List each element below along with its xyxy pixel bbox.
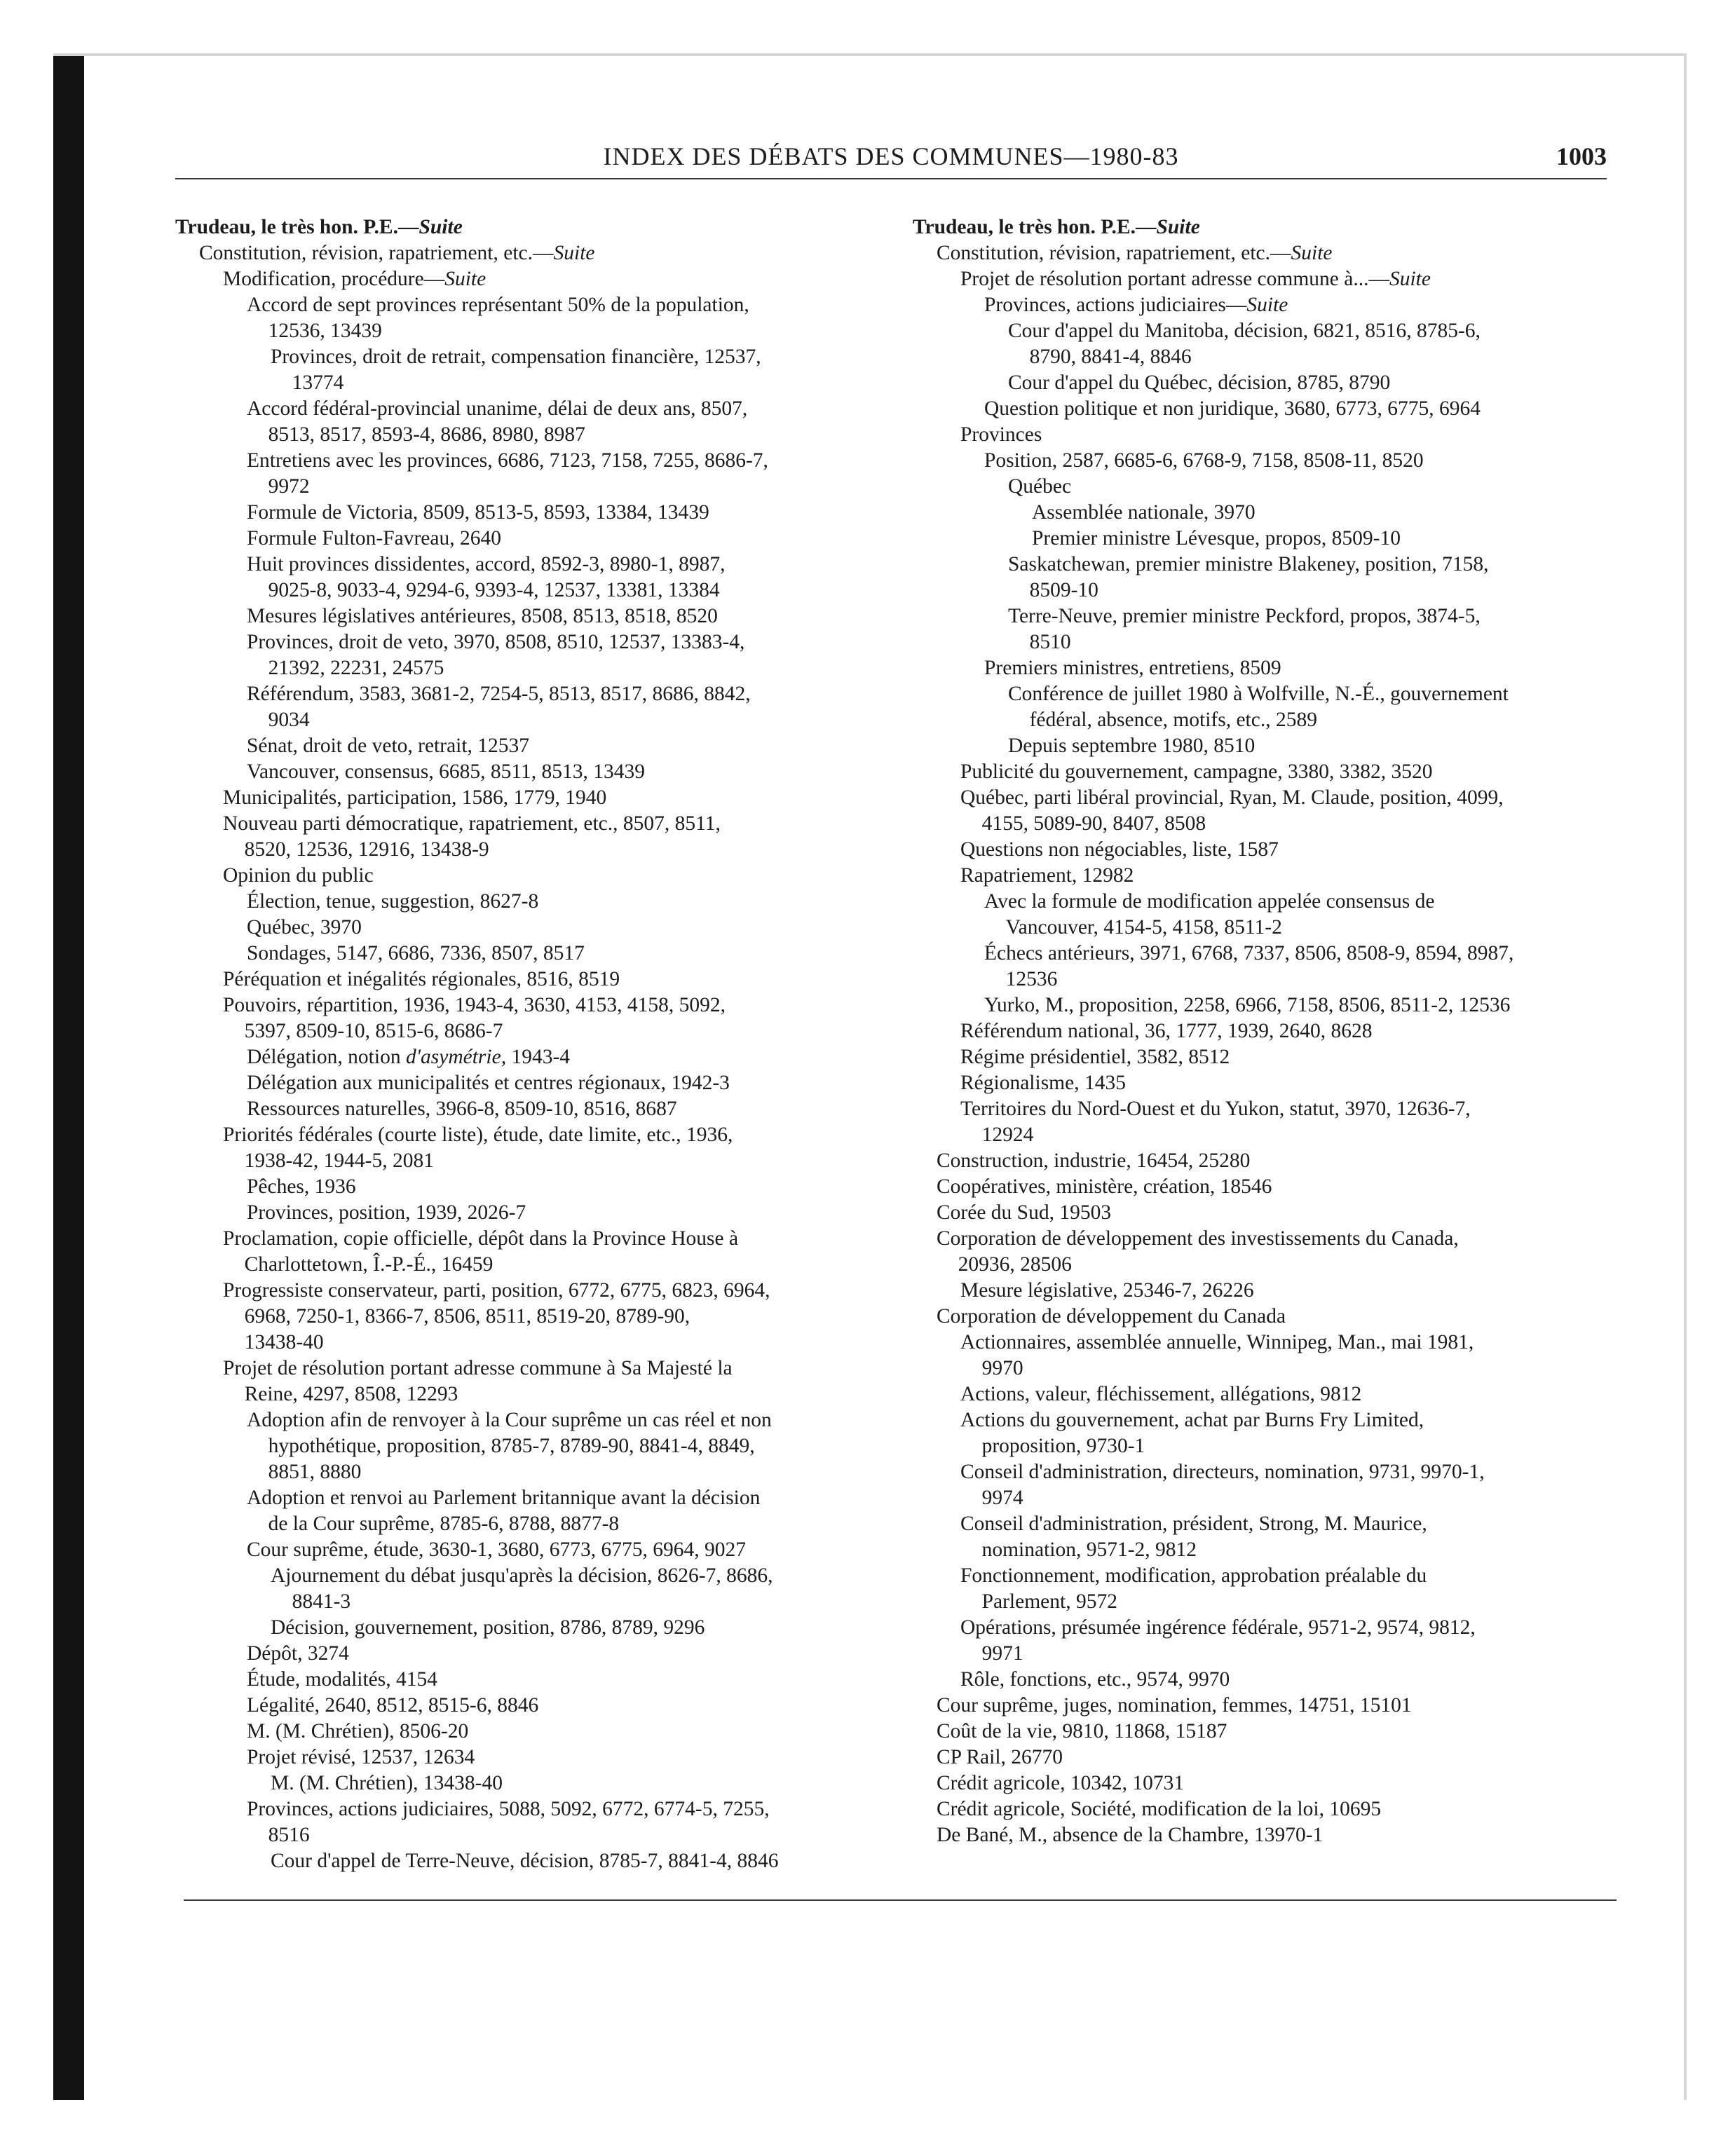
- index-entry: [175, 603, 904, 629]
- index-entry-text: Entretiens avec les provinces, 6686, 7123, 7158, 7255, 8686-7,: [247, 449, 768, 472]
- index-entry: [175, 1693, 904, 1719]
- index-entry: [175, 1407, 904, 1433]
- index-entry-text: 8790, 8841-4, 8846: [1029, 346, 1192, 368]
- index-entry-text: Depuis septembre 1980, 8510: [1008, 735, 1256, 757]
- index-entry: [175, 1822, 904, 1848]
- index-entry: [913, 941, 1621, 967]
- index-entry-text: Québec, 3970: [247, 916, 362, 939]
- index-entry-text: M. (M. Chrétien), 13438-40: [271, 1772, 503, 1794]
- index-entry-text: Saskatchewan, premier ministre Blakeney, position, 7158,: [1008, 553, 1489, 575]
- index-entry: [175, 1537, 904, 1563]
- index-entry-text: Ressources naturelles, 3966-8, 8509-10, 8516, 8687: [247, 1098, 677, 1120]
- index-entry-text: Péréquation et inégalités régionales, 8516, 8519: [223, 968, 620, 990]
- index-entry: [175, 448, 904, 474]
- index-entry-text: Actions du gouvernement, achat par Burns Fry Limited,: [960, 1409, 1424, 1431]
- index-entry-text: Terre-Neuve, premier ministre Peckford, propos, 3874-5,: [1008, 605, 1481, 627]
- index-entry: [175, 500, 904, 526]
- index-entry: [175, 370, 904, 396]
- index-entry-text: Coopératives, ministère, création, 18546: [937, 1175, 1272, 1198]
- index-entry-text: 8851, 8880: [268, 1461, 362, 1483]
- index-entry-text: Huit provinces dissidentes, accord, 8592-3, 8980-1, 8987,: [247, 553, 726, 575]
- index-entry: [175, 1770, 904, 1796]
- index-entry: [913, 733, 1621, 759]
- index-entry: [175, 292, 904, 318]
- index-entry: [913, 344, 1621, 370]
- index-entry-text: Cour suprême, étude, 3630-1, 3680, 6773, 6775, 6964, 9027: [247, 1538, 747, 1561]
- index-entry: [913, 1563, 1621, 1589]
- index-entry-text: Municipalités, participation, 1586, 1779, 1940: [223, 786, 607, 809]
- index-entry: [913, 396, 1621, 422]
- header-rule: [175, 178, 1607, 179]
- index-entry: [175, 1304, 904, 1330]
- index-entry: [913, 292, 1621, 318]
- index-entry-text: Projet de résolution portant adresse commune à Sa Majesté la: [223, 1357, 733, 1379]
- index-entry: [913, 1226, 1621, 1252]
- index-entry-text: 9034: [268, 709, 310, 731]
- index-entry-text: Premiers ministres, entretiens, 8509: [984, 657, 1281, 679]
- suite-marker: Suite: [1156, 216, 1200, 238]
- index-entry: [175, 552, 904, 578]
- index-entry-text: hypothétique, proposition, 8785-7, 8789-90, 8841-4, 8849,: [268, 1435, 755, 1457]
- index-entry-text: Élection, tenue, suggestion, 8627-8: [247, 890, 539, 913]
- index-entry: [175, 785, 904, 811]
- index-entry: [913, 759, 1621, 785]
- index-entry: [913, 837, 1621, 863]
- index-entry-text: Cour d'appel du Manitoba, décision, 6821, 8516, 8785-6,: [1008, 320, 1481, 342]
- index-entry: [175, 344, 904, 370]
- index-entry-text: 12536, 13439: [268, 320, 382, 342]
- suite-marker: Suite: [553, 242, 595, 264]
- index-entry: [913, 1096, 1621, 1122]
- index-entry-text: Crédit agricole, 10342, 10731: [937, 1772, 1185, 1794]
- index-entry-text: Conférence de juillet 1980 à Wolfville, N.-É., gouvernement: [1008, 683, 1509, 705]
- index-entry: [913, 1796, 1621, 1822]
- page-number: 1003: [1556, 142, 1607, 170]
- index-entry: [913, 863, 1621, 889]
- index-entry-text: 21392, 22231, 24575: [268, 657, 444, 679]
- index-entry: [913, 1537, 1621, 1563]
- suite-marker: Suite: [1246, 294, 1288, 316]
- index-entry-text: 9972: [268, 475, 310, 498]
- index-entry-text: Mesure législative, 25346-7, 26226: [960, 1279, 1254, 1302]
- index-entry-text: Corporation de développement du Canada: [937, 1305, 1286, 1328]
- index-entry-text: 12924: [981, 1124, 1034, 1146]
- index-entry: [913, 578, 1621, 603]
- index-entry-text: Conseil d'administration, directeurs, nomination, 9731, 9970-1,: [960, 1461, 1485, 1483]
- index-entry-text: 4155, 5089-90, 8407, 8508: [981, 812, 1206, 835]
- suite-marker: Suite: [1389, 268, 1431, 290]
- index-entry: [913, 1381, 1621, 1407]
- index-entry: [913, 785, 1621, 811]
- index-column-right: [913, 214, 1621, 1848]
- footer-rule: [184, 1899, 1617, 1901]
- index-entry: [913, 474, 1621, 500]
- index-entry: [175, 1433, 904, 1459]
- index-entry-text: Rapatriement, 12982: [960, 864, 1134, 887]
- index-entry: [913, 214, 1621, 240]
- index-entry-text: Questions non négociables, liste, 1587: [960, 838, 1279, 861]
- index-entry-text: Parlement, 9572: [981, 1590, 1117, 1613]
- index-entry: [175, 1848, 904, 1874]
- index-entry-italic: d'asymétrie,: [405, 1046, 507, 1068]
- scan-border-right: [1684, 53, 1687, 2100]
- index-entry: [913, 629, 1621, 655]
- index-entry: [913, 422, 1621, 448]
- index-entry-text: Construction, industrie, 16454, 25280: [937, 1149, 1251, 1172]
- index-entry: [913, 448, 1621, 474]
- index-entry: [913, 1407, 1621, 1433]
- index-entry-text: De Bané, M., absence de la Chambre, 13970-1: [937, 1824, 1324, 1846]
- index-entry-text: Corée du Sud, 19503: [937, 1201, 1112, 1224]
- index-entry-text: Trudeau, le très hon. P.E.—: [913, 216, 1157, 238]
- index-entry-text: 8841-3: [292, 1590, 351, 1613]
- index-entry: [175, 759, 904, 785]
- index-entry: [175, 1667, 904, 1693]
- index-entry-text: CP Rail, 26770: [937, 1746, 1063, 1768]
- index-entry: [913, 915, 1621, 941]
- index-entry-text: 8509-10: [1029, 579, 1098, 601]
- index-entry: [913, 1589, 1621, 1615]
- index-entry: [175, 1641, 904, 1667]
- index-entry-text: Cour suprême, juges, nomination, femmes, 14751, 15101: [937, 1694, 1412, 1717]
- index-entry: [175, 1278, 904, 1304]
- index-entry-text: Provinces, droit de veto, 3970, 8508, 8510, 12537, 13383-4,: [247, 631, 745, 653]
- index-entry: [913, 1018, 1621, 1044]
- index-entry: [175, 526, 904, 552]
- index-entry: [913, 1356, 1621, 1381]
- page-title: INDEX DES DÉBATS DES COMMUNES—1980-83: [603, 142, 1179, 170]
- index-entry-text: 1938-42, 1944-5, 2081: [244, 1149, 434, 1172]
- index-entry-text: 8516: [268, 1824, 310, 1846]
- index-entry-text: Vancouver, 4154-5, 4158, 8511-2: [1005, 916, 1282, 939]
- index-entry-text: nomination, 9571-2, 9812: [981, 1538, 1197, 1561]
- index-entry-text: proposition, 9730-1: [981, 1435, 1145, 1457]
- index-entry: [175, 889, 904, 915]
- index-entry-text: Provinces, droit de retrait, compensation financière, 12537,: [271, 346, 761, 368]
- index-entry: [175, 1226, 904, 1252]
- index-entry-text: Modification, procédure—: [223, 268, 445, 290]
- index-entry: [175, 1252, 904, 1278]
- index-entry-text: Nouveau parti démocratique, rapatriement, etc., 8507, 8511,: [223, 812, 721, 835]
- index-entry-text: Sénat, droit de veto, retrait, 12537: [247, 735, 530, 757]
- index-entry: [175, 707, 904, 733]
- index-entry: [913, 1044, 1621, 1070]
- index-entry: [913, 603, 1621, 629]
- index-entry-text: Régime présidentiel, 3582, 8512: [960, 1046, 1230, 1068]
- index-entry-text: de la Cour suprême, 8785-6, 8788, 8877-8: [268, 1513, 620, 1535]
- index-entry-text: Québec, parti libéral provincial, Ryan, M. Claude, position, 4099,: [960, 786, 1504, 809]
- index-entry: [175, 578, 904, 603]
- index-entry-text: Formule de Victoria, 8509, 8513-5, 8593, 13384, 13439: [247, 501, 709, 524]
- index-entry-text: Charlottetown, Î.-P.-É., 16459: [244, 1253, 494, 1276]
- index-entry: [913, 889, 1621, 915]
- suite-marker: Suite: [419, 216, 463, 238]
- index-entry-text: Régionalisme, 1435: [960, 1072, 1126, 1094]
- index-entry-text: Reine, 4297, 8508, 12293: [244, 1383, 458, 1405]
- index-entry-text: Crédit agricole, Société, modification de la loi, 10695: [937, 1798, 1382, 1820]
- index-entry-text: Ajournement du débat jusqu'après la décision, 8626-7, 8686,: [271, 1564, 773, 1587]
- index-entry: [175, 837, 904, 863]
- index-entry-text: Actionnaires, assemblée annuelle, Winnipeg, Man., mai 1981,: [960, 1331, 1474, 1353]
- index-entry-text: Rôle, fonctions, etc., 9574, 9970: [960, 1668, 1230, 1691]
- index-entry-text: 9025-8, 9033-4, 9294-6, 9393-4, 12537, 13381, 13384: [268, 579, 720, 601]
- index-entry-text: Question politique et non juridique, 3680, 6773, 6775, 6964: [984, 397, 1481, 420]
- index-entry-text: Provinces, actions judiciaires, 5088, 5092, 6772, 6774-5, 7255,: [247, 1798, 770, 1820]
- index-entry-text: 13438-40: [244, 1331, 324, 1353]
- index-entry-text: Proclamation, copie officielle, dépôt dans la Province House à: [223, 1227, 739, 1250]
- index-entry-text: Fonctionnement, modification, approbation préalable du: [960, 1564, 1427, 1587]
- index-entry-text: 8520, 12536, 12916, 13438-9: [244, 838, 489, 861]
- index-entry: [175, 214, 904, 240]
- index-entry: [175, 941, 904, 967]
- index-entry: [175, 1563, 904, 1589]
- index-entry: [175, 1511, 904, 1537]
- index-entry-text: Opinion du public: [223, 864, 374, 887]
- index-entry-text: Mesures législatives antérieures, 8508, 8513, 8518, 8520: [247, 605, 718, 627]
- index-entry: [913, 370, 1621, 396]
- index-entry-text: Accord de sept provinces représentant 50% de la population,: [247, 294, 749, 316]
- index-entry: [913, 1485, 1621, 1511]
- index-entry: [175, 1122, 904, 1148]
- index-entry-text: Trudeau, le très hon. P.E.—: [175, 216, 419, 238]
- index-entry: [913, 1252, 1621, 1278]
- index-entry: [175, 655, 904, 681]
- suite-marker: Suite: [1291, 242, 1333, 264]
- index-column-left: [175, 214, 904, 1874]
- index-entry-text: Publicité du gouvernement, campagne, 3380, 3382, 3520: [960, 760, 1433, 783]
- index-entry: [913, 552, 1621, 578]
- index-entry: [175, 1096, 904, 1122]
- index-entry: [913, 318, 1621, 344]
- index-entry-text: 9974: [981, 1487, 1023, 1509]
- index-entry-text: 9970: [981, 1357, 1023, 1379]
- suite-marker: Suite: [444, 268, 487, 290]
- index-entry-text: 13774: [292, 371, 344, 394]
- index-entry: [913, 1667, 1621, 1693]
- index-entry: [913, 266, 1621, 292]
- index-entry: [913, 1459, 1621, 1485]
- index-entry-text: Dépôt, 3274: [247, 1642, 349, 1665]
- index-entry: [175, 992, 904, 1018]
- index-entry: [175, 474, 904, 500]
- index-entry: [913, 967, 1621, 992]
- index-entry-text: Provinces: [960, 423, 1042, 446]
- index-entry: [175, 318, 904, 344]
- index-entry-text: Position, 2587, 6685-6, 6768-9, 7158, 8508-11, 8520: [984, 449, 1424, 472]
- index-entry: [175, 629, 904, 655]
- index-entry-text: Sondages, 5147, 6686, 7336, 8507, 8517: [247, 942, 585, 964]
- index-entry-text: fédéral, absence, motifs, etc., 2589: [1029, 709, 1317, 731]
- running-head: [175, 139, 1607, 174]
- index-entry: [913, 1511, 1621, 1537]
- index-entry-text: Constitution, révision, rapatriement, etc.—: [199, 242, 554, 264]
- index-entry-text: Québec: [1008, 475, 1072, 498]
- index-entry: [913, 1304, 1621, 1330]
- index-entry-text: Actions, valeur, fléchissement, allégations, 9812: [960, 1383, 1362, 1405]
- index-entry: [175, 1615, 904, 1641]
- index-entry-text: Assemblée nationale, 3970: [1032, 501, 1256, 524]
- index-entry: [175, 1719, 904, 1745]
- index-entry-text: Délégation aux municipalités et centres régionaux, 1942-3: [247, 1072, 730, 1094]
- index-entry: [913, 1174, 1621, 1200]
- index-entry: [175, 1745, 904, 1770]
- index-entry: [913, 526, 1621, 552]
- index-entry: [913, 1693, 1621, 1719]
- index-entry-text: 9971: [981, 1642, 1023, 1665]
- index-entry-text: 8510: [1029, 631, 1071, 653]
- index-entry: [913, 1278, 1621, 1304]
- index-entry: [175, 1356, 904, 1381]
- index-entry: [175, 1070, 904, 1096]
- index-entry-text: Référendum, 3583, 3681-2, 7254-5, 8513, 8517, 8686, 8842,: [247, 683, 751, 705]
- index-entry: [913, 1615, 1621, 1641]
- index-entry: [913, 1433, 1621, 1459]
- index-entry-text: Provinces, actions judiciaires—: [984, 294, 1247, 316]
- index-entry-text: Formule Fulton-Favreau, 2640: [247, 527, 501, 550]
- index-entry: [913, 1719, 1621, 1745]
- scan-border-left: [53, 53, 84, 2100]
- index-entry-text: Adoption afin de renvoyer à la Cour suprême un cas réel et non: [247, 1409, 772, 1431]
- index-entry: [913, 1770, 1621, 1796]
- index-entry-text: 8513, 8517, 8593-4, 8686, 8980, 8987: [268, 423, 585, 446]
- index-entry: [175, 1485, 904, 1511]
- index-entry-text: Vancouver, consensus, 6685, 8511, 8513, 13439: [247, 760, 645, 783]
- index-entry: [175, 967, 904, 992]
- index-entry: [913, 811, 1621, 837]
- index-entry-text: Accord fédéral-provincial unanime, délai de deux ans, 8507,: [247, 397, 748, 420]
- index-entry-text: M. (M. Chrétien), 8506-20: [247, 1720, 469, 1742]
- index-entry: [913, 681, 1621, 707]
- index-entry: [175, 915, 904, 941]
- index-entry-text: 6968, 7250-1, 8366-7, 8506, 8511, 8519-20, 8789-90,: [244, 1305, 690, 1328]
- index-entry-text: Premier ministre Lévesque, propos, 8509-10: [1032, 527, 1401, 550]
- index-entry-pages: 1943-4: [506, 1046, 571, 1068]
- index-entry-text: Pêches, 1936: [247, 1175, 356, 1198]
- index-entry: [175, 422, 904, 448]
- index-entry-text: Cour d'appel de Terre-Neuve, décision, 8785-7, 8841-4, 8846: [271, 1850, 779, 1872]
- index-entry: [175, 1174, 904, 1200]
- index-entry: [175, 811, 904, 837]
- index-entry-text: Adoption et renvoi au Parlement britannique avant la décision: [247, 1487, 761, 1509]
- index-entry-text: Légalité, 2640, 8512, 8515-6, 8846: [247, 1694, 539, 1717]
- index-entry: [913, 1641, 1621, 1667]
- index-entry: [175, 1459, 904, 1485]
- index-entry-text: Opérations, présumée ingérence fédérale, 9571-2, 9574, 9812,: [960, 1616, 1476, 1639]
- index-entry: [913, 992, 1621, 1018]
- index-entry-text: Coût de la vie, 9810, 11868, 15187: [937, 1720, 1227, 1742]
- index-entry: [913, 1745, 1621, 1770]
- index-entry: [175, 1381, 904, 1407]
- index-entry-text: Provinces, position, 1939, 2026-7: [247, 1201, 526, 1224]
- index-entry-text: Territoires du Nord-Ouest et du Yukon, statut, 3970, 12636-7,: [960, 1098, 1471, 1120]
- index-entry-text: Cour d'appel du Québec, décision, 8785, 8790: [1008, 371, 1391, 394]
- index-entry-text: Décision, gouvernement, position, 8786, 8789, 9296: [271, 1616, 705, 1639]
- index-entry-text: Référendum national, 36, 1777, 1939, 2640, 8628: [960, 1020, 1373, 1042]
- index-entry: [175, 1200, 904, 1226]
- index-entry: [913, 1200, 1621, 1226]
- index-entry: [175, 240, 904, 266]
- index-entry-text: Projet révisé, 12537, 12634: [247, 1746, 475, 1768]
- index-entry: [913, 1822, 1621, 1848]
- index-entry-text: Priorités fédérales (courte liste), étude, date limite, etc., 1936,: [223, 1124, 733, 1146]
- index-entry-text: Yurko, M., proposition, 2258, 6966, 7158, 8506, 8511-2, 12536: [984, 994, 1511, 1016]
- index-entry: [913, 1070, 1621, 1096]
- index-entry-text: Progressiste conservateur, parti, position, 6772, 6775, 6823, 6964,: [223, 1279, 770, 1302]
- index-entry: [913, 707, 1621, 733]
- index-entry: [175, 681, 904, 707]
- index-entry: [175, 1589, 904, 1615]
- index-entry-text: Conseil d'administration, président, Strong, M. Maurice,: [960, 1513, 1427, 1535]
- scan-border-top: [53, 53, 1687, 56]
- index-entry-text: Avec la formule de modification appelée consensus de: [984, 890, 1435, 913]
- index-entry: [913, 1122, 1621, 1148]
- index-entry-text: Corporation de développement des investissements du Canada,: [937, 1227, 1459, 1250]
- index-entry: [913, 1330, 1621, 1356]
- index-entry-text: Pouvoirs, répartition, 1936, 1943-4, 3630, 4153, 4158, 5092,: [223, 994, 726, 1016]
- index-entry: [913, 655, 1621, 681]
- index-entry: [175, 1148, 904, 1174]
- index-entry: [175, 733, 904, 759]
- index-entry: [913, 500, 1621, 526]
- index-entry: [175, 266, 904, 292]
- index-entry-text: Échecs antérieurs, 3971, 6768, 7337, 8506, 8508-9, 8594, 8987,: [984, 942, 1514, 964]
- index-entry: [913, 1148, 1621, 1174]
- index-entry: [175, 1018, 904, 1044]
- index-entry-text: Délégation, notion: [247, 1046, 406, 1068]
- index-entry-text: 12536: [1005, 968, 1058, 990]
- index-entry: [175, 1796, 904, 1822]
- index-entry: [175, 1044, 904, 1070]
- index-entry: [175, 396, 904, 422]
- index-entry-text: Constitution, révision, rapatriement, etc.—: [937, 242, 1291, 264]
- index-entry-text: 5397, 8509-10, 8515-6, 8686-7: [244, 1020, 503, 1042]
- index-entry-text: 20936, 28506: [958, 1253, 1072, 1276]
- index-entry: [175, 863, 904, 889]
- index-entry-text: Étude, modalités, 4154: [247, 1668, 438, 1691]
- index-entry: [175, 1330, 904, 1356]
- index-entry-text: Projet de résolution portant adresse commune à...—: [960, 268, 1389, 290]
- index-entry: [913, 240, 1621, 266]
